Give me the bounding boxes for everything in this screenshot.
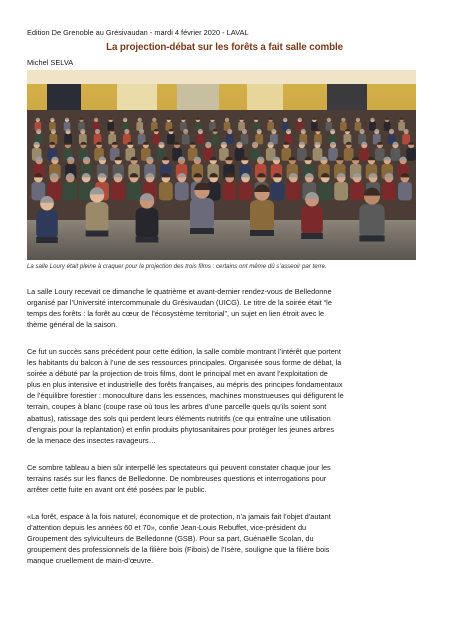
audience-photo-illustration <box>27 70 416 260</box>
text-line: soirée a débuté par la projection de trois films, dont le principal met en avant l’exploitation de <box>27 369 328 379</box>
audience-member-legs <box>190 228 214 234</box>
text-line: terrain, coupes à blanc (coupe rase où tous les arbres d’une parcelle quels qu’ils soient sont <box>27 402 327 412</box>
article-photo <box>27 70 416 260</box>
text-line: La salle Loury recevait ce dimanche le quatrième et avant-dernier rendez-vous de Belledonne <box>27 287 332 296</box>
text-line: arrêter cette fuite en avant ont été posées par le public. <box>27 485 207 495</box>
text-line: Ce sombre tableau a bien sûr interpellé les spectateurs qui peuvent constater chaque jour les <box>27 463 331 472</box>
text-line: Groupement des sylviculteurs de Belledonne (GSB). Pour sa part, Guénaëlle Scolan, du <box>27 534 314 544</box>
article-paragraph-3 <box>27 462 422 495</box>
text-line: organisé par l’Université intercommunale du Grésivaudan (UICG). Le titre de la soirée était “le <box>27 298 332 308</box>
audience-member-legs <box>301 233 323 239</box>
article-paragraph-1 <box>27 286 422 330</box>
text-line: de la menace des insectes ravageurs… <box>27 435 156 445</box>
text-line: manque cruellement de main-d’œuvre. <box>27 556 154 566</box>
text-line: d’attention depuis les années 60 et 70», confie Jean-Louis Rebuffet, vice-président du <box>27 523 307 533</box>
article-paragraph-2 <box>27 346 422 446</box>
audience-member-legs <box>359 236 384 242</box>
audience-member-legs <box>136 237 159 243</box>
photo-caption: La salle Loury était pleine à craquer pour la projection des trois films : certains ont même dû s’asseoir par terre. <box>27 263 327 270</box>
text-line: temps des forêts : la forêt au cœur de l’écosystème territorial”, un sujet en lien étroit avec le <box>27 309 325 319</box>
text-line: groupement des professionnels de la filière bois (Fibois) de l’Isère, souligne que la filière bois <box>27 545 330 555</box>
text-line: plus en plus intensive et industrielle des forêts françaises, au mépris des principes fondamentaux <box>27 380 343 390</box>
text-line: de l’équilibre forestier : monoculture dans les essences, machines monstrueuses qui défigurent le <box>27 391 344 401</box>
text-line: Ce fut un succès sans précédent pour cette édition, la salle comble montrant l’intérêt que portent <box>27 347 341 356</box>
article-paragraph-4 <box>27 511 422 566</box>
dateline: Edition De Grenoble au Grésivaudan - mardi 4 février 2020 - LAVAL <box>27 28 249 37</box>
text-line: d’engrais pour la replantation) et enfin produits phytosanitaires pour protéger les jeunes arbres <box>27 424 334 434</box>
audience-member-legs <box>250 230 274 236</box>
text-line: thème général de la saison. <box>27 320 118 330</box>
article-title: La projection-débat sur les forêts a fait salle comble <box>106 42 343 53</box>
text-line: «La forêt, espace à la fois naturel, économique et de protection, n’a jamais fait l’objet d’autant <box>27 512 331 521</box>
text-line: terrains rasés sur les flancs de Belledonne. De nombreuses questions et interrogations pour <box>27 474 327 484</box>
audience-member-legs <box>36 237 58 243</box>
author-name: Michel SELVA <box>27 58 74 67</box>
text-line: abattus), ratissage des sols qui perdent leurs éléments nutritifs (ce qui entraîne une utilisation <box>27 413 331 423</box>
audience-member-legs <box>86 231 109 237</box>
text-line: les habitants du balcon à l’une de ses ressources principales. Organisée sous forme de débat, la <box>27 358 342 368</box>
